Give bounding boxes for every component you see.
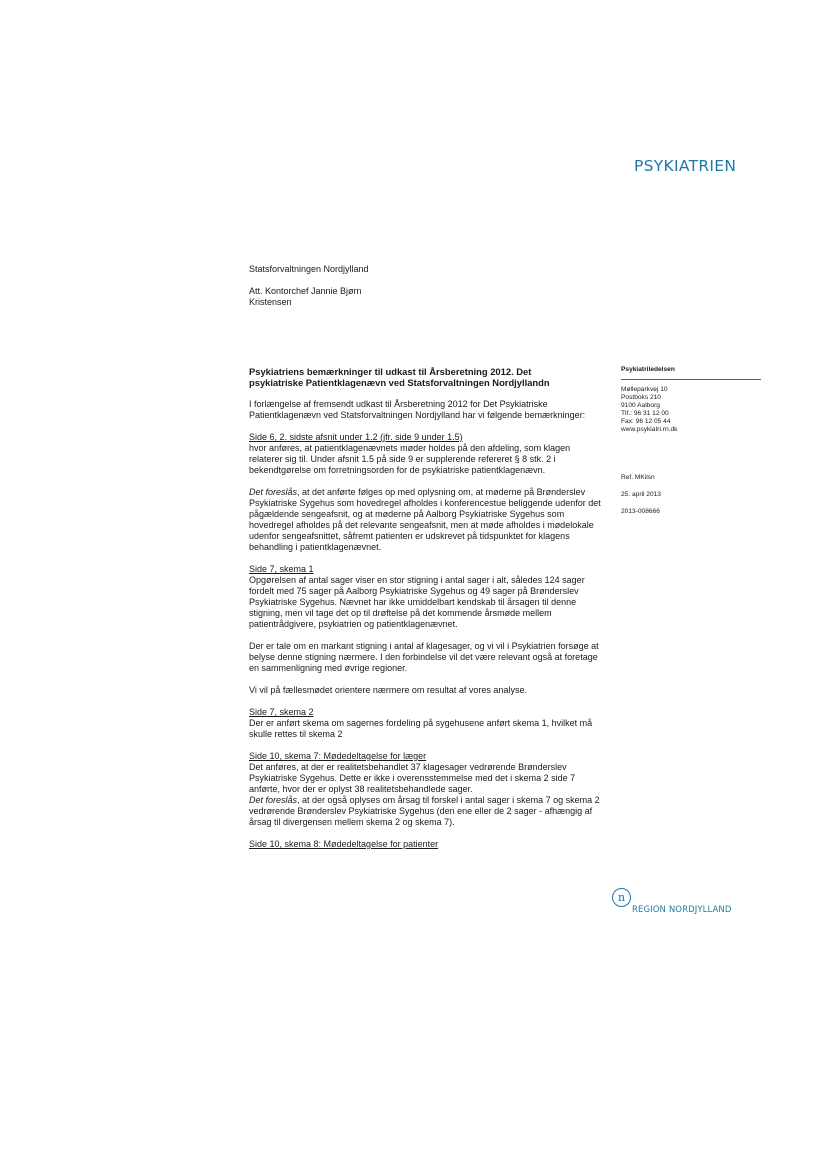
suggestion-text: , at der også oplyses om årsag til forskel i antal sager i skema 7 og skema 2 vedrørende Brønderslev Psykiatriske Sygehus (den ene eller de 2 sager - afhængig af årsag til divergensen mellem skema 2 og skema 7). <box>249 795 600 827</box>
letter-meta <box>621 474 661 525</box>
section-2-text: Opgørelsen af antal sager viser en stor stigning i antal sager i alt, således 124 sager fordelt med 75 sager på Aalborg Psykiatriske Sygehus og 49 sager på Brønderslev Psykiatriske Sygehus. Nævnet har ikke umiddelbart kendskab til årsagen til denne stigning, men vil tage det op til drøftelse på det kommende årsmøde mellem patientrådgivere, psykiatrien og patientklagenævnet. <box>249 575 585 629</box>
recipient-org: Statsforvaltningen Nordjylland <box>249 264 369 274</box>
section-3-text: Der er anført skema om sagernes fordeling på sygehusene anført skema 1, hvilket må skulle rettes til skema 2 <box>249 718 593 739</box>
letter-body <box>249 366 601 861</box>
region-logo-name: REGION NORDJYLLAND <box>632 905 732 915</box>
suggestion-text: , at det anførte følges op med oplysning om, at møderne på Brønderslev Psykiatriske Sygehus som hovedregel afholdes i konferencestue beliggende udenfor det pågældende sengeafsnit, og at møderne på Aalborg Psykiatriske Sygehus som hovedregel afholdes på det relevante sengeafsnit, men at møde afholdes i mødelokale udenfor sengeafsnittet, såfremt patienten er udskrevet på tidspunktet for klagens behandling i patientklagenævnet. <box>249 487 601 552</box>
website-line: www.psykiatri.rn.dk <box>621 426 678 433</box>
phone-line: Tlf.: 96 31 12 00 <box>621 410 669 417</box>
section-5-heading: Side 10, skema 8: Mødedeltagelse for patienter <box>249 839 439 849</box>
letter-title-line1: Psykiatriens bemærkninger til udkast til Årsberetning 2012. Det <box>249 366 532 377</box>
section-2-paragraph-2: Der er tale om en markant stigning i antal af klagesager, og vi vil i Psykiatrien forsøge at belyse denne stigning nærmere. I den forbindelse vil det være relevant også at foretage en sammenligning med øvrige regioner. <box>249 641 599 673</box>
region-logo-icon: n <box>612 888 631 907</box>
reference: Ref. MKilsn <box>621 474 655 481</box>
address-line: 9100 Aalborg <box>621 402 660 409</box>
section-3 <box>249 707 601 740</box>
section-2-paragraph-3: Vi vil på fællesmødet orientere nærmere om resultat af vores analyse. <box>249 685 527 695</box>
section-2 <box>249 564 601 630</box>
suggestion-italic: Det foreslås <box>249 487 298 497</box>
recipient-block <box>249 264 369 308</box>
intro-paragraph: I forlængelse af fremsendt udkast til Årsberetning 2012 for Det Psykiatriske Patientklagenævn ved Statsforvaltningen Nordjylland har vi følgende bemærkninger: <box>249 399 586 420</box>
suggestion-italic: Det foreslås <box>249 795 298 805</box>
section-1-text: hvor anføres, at patientklagenævnets møder holdes på den afdeling, som klagen relaterer sig til. Under afsnit 1.5 på side 9 er supplerende refereret § 8 stk. 2 i bekendtgørelse om forretningsorden for de psykiatriske patientklagenævn. <box>249 443 571 475</box>
sender-department: Psykiatriledelsen <box>621 366 761 380</box>
section-5 <box>249 839 601 850</box>
section-4 <box>249 751 601 828</box>
recipient-att-line1: Att. Kontorchef Jannie Bjørn <box>249 286 362 296</box>
section-2-heading: Side 7, skema 1 <box>249 564 314 574</box>
section-1-heading: Side 6, 2. sidste afsnit under 1.2 (jfr. side 9 under 1.5) <box>249 432 463 442</box>
sender-sidebar <box>621 366 761 515</box>
letter-title-line2: psykiatriske Patientklagenævn ved Statsforvaltningen Nordjyllandn <box>249 377 550 388</box>
fax-line: Fax: 96 12 05 44 <box>621 418 671 425</box>
letter-date: 25. april 2013 <box>621 491 661 498</box>
address-line: Postboks 210 <box>621 394 661 401</box>
letter-title <box>249 366 601 388</box>
section-1-suggestion <box>249 487 601 553</box>
section-1 <box>249 432 601 476</box>
sender-address <box>621 386 761 434</box>
region-nordjylland-logo <box>612 888 747 918</box>
brand-wordmark: PSYKIATRIEN <box>634 157 737 175</box>
address-line: Mølleparkvej 10 <box>621 386 668 393</box>
section-3-heading: Side 7, skema 2 <box>249 707 314 717</box>
section-4-heading: Side 10, skema 7: Mødedeltagelse for læger <box>249 751 427 761</box>
case-number: 2013-008666 <box>621 508 660 515</box>
recipient-att-line2: Kristensen <box>249 297 292 307</box>
section-4-text: Det anføres, at der er realitetsbehandlet 37 klagesager vedrørende Brønderslev Psykiatriske Sygehus. Dette er ikke i overensstemmelse med det i skema 2 side 7 anførte, hvor der er oplyst 38 realitetsbehandlede sager. <box>249 762 576 794</box>
